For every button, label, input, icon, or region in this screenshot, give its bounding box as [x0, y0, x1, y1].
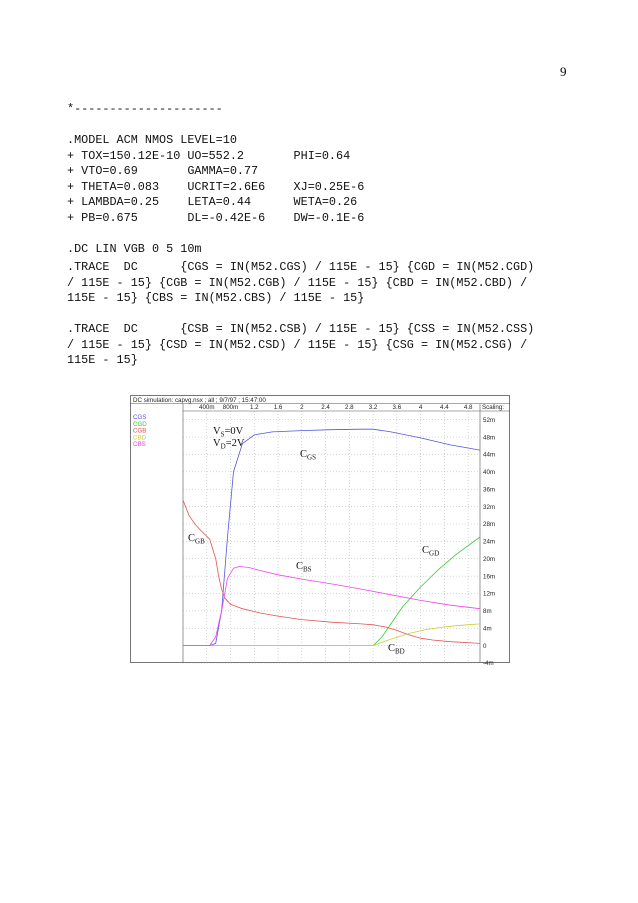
cbs-annotation: $C_{BS}$	[296, 561, 312, 574]
legend-entry: CBD	[133, 434, 147, 442]
y-tick-label: 20m	[483, 555, 496, 563]
capacitance-chart	[130, 395, 510, 668]
cgb-annotation: $C_{GB}$	[188, 533, 205, 546]
y-tick-label: -4m	[483, 660, 494, 668]
model-code-block: *--------------------- .MODEL ACM NMOS LEVEL=10 + TOX=150.12E-10 UO=552.2 PHI=0.64 + VTO=0.69 GAMMA=0.77 + THETA=0.083 UCRIT=2.6E6 XJ=0.25E-6 + LAMBDA=0.25 LETA=0.44 WETA=0.26 + PB=0.675 DL=-0.42E-6 DW=-0.1E-6 .DC LIN VGB 0 5 10m	[67, 102, 365, 256]
cbd-annotation: $C_{BD}$	[388, 643, 405, 656]
y-tick-label: 24m	[483, 538, 496, 546]
y-tick-label: 44m	[483, 451, 496, 459]
x-tick-label: 3.6	[392, 404, 402, 411]
cgs-annotation: $C_{GS}$	[300, 449, 316, 462]
y-tick-label: 4m	[483, 625, 492, 633]
vs-annotation: $V_S=0V$	[213, 426, 244, 439]
x-tick-label: 4.8	[463, 404, 473, 411]
y-tick-label: 48m	[483, 434, 496, 442]
trace-code-block-1: .TRACE DC {CGS = IN(M52.CGS) / 115E - 15} {CGD = IN(M52.CGD) / 115E - 15} {CGB = IN(M52.CGB) / 115E - 15} {CBD = IN(M52.CBD) / 115E - 15} {CBS = IN(M52.CBS) / 115E - 15}	[67, 260, 535, 305]
y-tick-label: 28m	[483, 521, 496, 529]
x-tick-label: 2.4	[321, 404, 330, 411]
page-number: 9	[560, 64, 567, 79]
legend-entry: CGD	[133, 420, 147, 428]
y-tick-label: 12m	[483, 590, 496, 598]
y-tick-label: 40m	[483, 469, 496, 477]
y-tick-label: 32m	[483, 503, 496, 511]
legend-entry: CGB	[133, 427, 147, 435]
legend-entry: CGS	[133, 414, 147, 421]
cgd-annotation: $C_{GD}$	[422, 545, 440, 558]
x-tick-label: 2	[300, 404, 304, 411]
x-tick-label: 2.8	[345, 404, 354, 411]
x-tick-label: 800m	[222, 404, 239, 411]
simulation-figure	[130, 395, 510, 668]
legend	[133, 414, 147, 448]
y-tick-label: 36m	[483, 486, 496, 494]
x-tick-label: 4	[418, 404, 423, 411]
x-tick-label: 1.6	[273, 404, 283, 411]
x-tick-label: 3.2	[368, 404, 378, 411]
chart-title: DC simulation: capvg.nsx ; all ; 9/7/97 ; 15:47:00	[133, 396, 266, 404]
scaling-label: Scaling:	[482, 404, 505, 411]
x-tick-label: 4.4	[440, 404, 449, 411]
y-tick-label: 0	[483, 642, 487, 650]
legend-entry: CBS	[133, 441, 146, 449]
y-tick-label: 52m	[483, 416, 496, 424]
y-tick-label: 8m	[483, 608, 492, 616]
y-tick-label: 16m	[483, 573, 496, 581]
x-tick-label: 1.2	[249, 404, 259, 411]
trace-code-block-2: .TRACE DC {CSB = IN(M52.CSB) / 115E - 15} {CSS = IN(M52.CSS) / 115E - 15} {CSD = IN(M52.CSD) / 115E - 15} {CSG = IN(M52.CSG) / 115E - 15}	[67, 322, 535, 367]
vd-annotation: $V_D=2V$	[213, 438, 245, 451]
x-tick-label: 400m	[199, 404, 215, 411]
